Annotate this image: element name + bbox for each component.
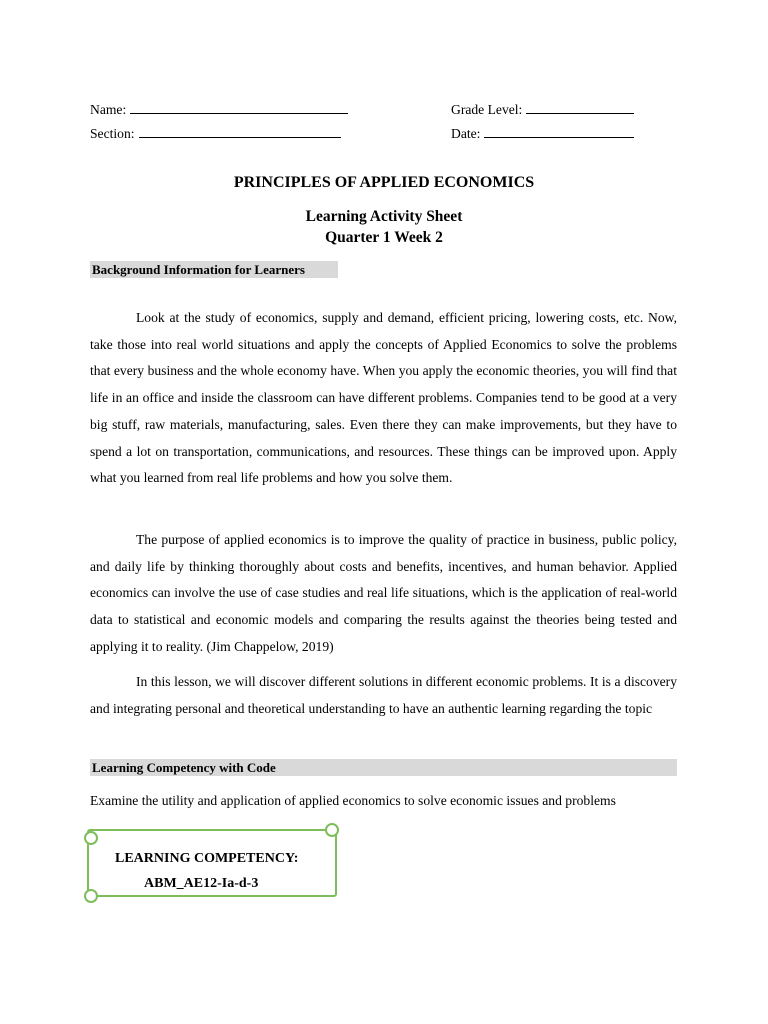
background-heading: Background Information for Learners — [90, 261, 338, 278]
scroll-curl-top-left — [84, 831, 98, 845]
scroll-curl-bottom-left — [84, 889, 98, 903]
competency-scroll-box — [87, 829, 337, 897]
document-quarter: Quarter 1 Week 2 — [325, 229, 443, 246]
competency-heading: Learning Competency with Code — [90, 759, 677, 776]
section-field — [90, 124, 341, 142]
competency-box-label: LEARNING COMPETENCY: — [115, 851, 299, 866]
section-line[interactable] — [139, 124, 341, 138]
grade-level-line[interactable] — [526, 100, 634, 114]
document-title: PRINCIPLES OF APPLIED ECONOMICS — [233, 174, 535, 191]
competency-text: Examine the utility and application of applied economics to solve economic issues and problems — [90, 793, 616, 808]
name-line[interactable] — [130, 100, 348, 114]
date-line[interactable] — [484, 124, 634, 138]
date-field — [451, 124, 634, 142]
grade-level-label: Grade Level: — [451, 102, 523, 117]
name-label: Name: — [90, 102, 127, 117]
document-subtitle: Learning Activity Sheet — [305, 208, 463, 225]
paragraph-1: Look at the study of economics, supply and demand, efficient pricing, lowering costs, etc. Now, take those into real world situations and apply the concepts of Applied Economics to solve the problems that every business and the whole economy have. When you apply the economic theories, you will find that life in an office and inside the classroom can have different problems. Companies tend to be good at a very big stuff, raw materials, manufacturing, sales. Even there they can make improvements, but they have to spend a lot on transportation, communications, and resources. These things can be improved upon. Apply what you learned from real life problems and how you solve them. — [90, 310, 677, 486]
name-field — [90, 100, 348, 118]
section-label: Section: — [90, 126, 135, 141]
grade-level-field — [451, 100, 634, 118]
paragraph-3: In this lesson, we will discover different solutions in different economic problems. It is a discovery and integrating personal and theoretical understanding to have an authentic learning regarding the topic — [90, 674, 677, 716]
date-label: Date: — [451, 126, 481, 141]
paragraph-2: The purpose of applied economics is to improve the quality of practice in business, public policy, and daily life by thinking thoroughly about costs and benefits, incentives, and human behavior. Applied economics can involve the use of case studies and real life situations, which is the application of real-world data to statistical and economic models and comparing the results against the theories being tested and applying it to reality. (Jim Chappelow, 2019) — [90, 532, 677, 654]
competency-box-code: ABM_AE12-Ia-d-3 — [144, 876, 259, 891]
scroll-curl-top-right — [325, 823, 339, 837]
